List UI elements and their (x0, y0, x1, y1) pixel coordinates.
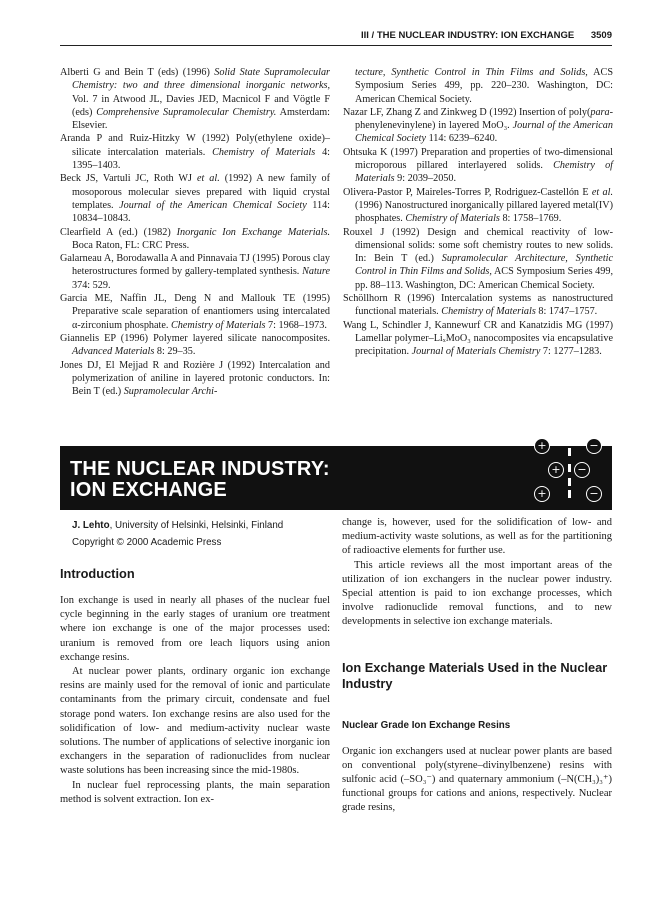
section-heading: Ion Exchange Materials Used in the Nuclear Industry (342, 659, 608, 691)
minus-ion-icon: − (574, 462, 590, 478)
reference-item: Aranda P and Ruiz-Hitzky W (1992) Poly(ethylene oxide)–silicate intercalation materials. Chemistry of Materials 4: 1395–1403. (60, 133, 330, 172)
body-paragraph: Ion exchange is used in nearly all phases of the nuclear fuel cycle beginning in the early stages of uranium ore treatment where ion exchange is one of the major processes used: uranium is removed from ore leach liquors using anion exchange resins. (60, 595, 330, 663)
article-title-banner (60, 439, 612, 510)
reference-column-right (343, 66, 613, 359)
plus-ion-icon: + (548, 462, 564, 478)
reference-item: Schöllhorn R (1996) Intercalation systems as nanostructured functional materials. Chemistry of Materials 8: 1747–1757. (343, 293, 613, 318)
reference-item: Ohtsuka K (1997) Preparation and properties of two-dimensional microporous pillared interlayered solids. Chemistry of Materials 9: 2039–2050. (343, 146, 614, 185)
copyright-line: Copyright © 2000 Academic Press (72, 537, 222, 548)
author-name: J. Lehto (72, 520, 110, 531)
separator-dash (568, 490, 571, 498)
header-rule (60, 45, 612, 46)
reference-item: Nazar LF, Zhang Z and Zinkweg D (1992) Insertion of poly(para-phenylenevinylene) in layered MoO₃. Journal of the American Chemical Society 114: 6239–6240. (343, 106, 613, 145)
reference-item: Alberti G and Bein T (eds) (1996) Solid State Supramolecular Chemistry: two and three dimensional inorganic networks, Vol. 7 in Atwood JL, Davies JED, Macnicol F and Vögtle F (eds) Comprehensive Supramolecular Chemistry. Amsterdam: Elsevier. (60, 67, 330, 132)
page-number: 3509 (590, 30, 612, 41)
reference-column-left (60, 66, 330, 398)
reference-item: Rouxel J (1992) Design and chemical reactivity of low-dimensional solids: some soft chemistry routes to new solids. In: Bein T (ed.) Supramolecular Architecture, Synthetic Control in Thin Films and Solids, ACS Symposium Series 499, pp. 88–113. Washington, DC: American Chemical Society. (343, 226, 613, 291)
reference-item: Beck JS, Vartuli JC, Roth WJ et al. (1992) A new family of mosoporous molecular sieves prepared with liquid crystal templates. Journal of the American Chemical Society 114: 10834–10843. (60, 173, 331, 225)
body-paragraph: At nuclear power plants, ordinary organic ion exchange resins are mainly used for the removal of ionic and particulate contaminants from the primary circuit, condensate and fuel storage pond waters. Ion exchange resins are also used for the solidification of low- and medium-activity nuclear waste solutions. The number of applications of selective inorganic ion exchangers in the separation of radionuclides from nuclear waste solutions has been increasing since the mid-1980s. (60, 666, 330, 777)
reference-list (60, 66, 612, 406)
body-column-left (60, 520, 330, 807)
introduction-heading: Introduction (60, 566, 135, 581)
article-title: THE NUCLEAR INDUSTRY: ION EXCHANGE (70, 458, 330, 501)
body-paragraph: Organic ion exchangers used at nuclear power plants are based on conventional poly(styrene–divinylbenzene) resins with sulfonic acid (–SO₃⁻) and quaternary ammonium (–N(CH₃)₃⁺) functional groups for cations and anions, respectively. Nuclear grade resins, (342, 745, 612, 814)
body-paragraph: change is, however, used for the solidification of low- and medium-activity waste solutions, as well as for the partitioning of radioactive elements for further use. (342, 517, 612, 557)
body-paragraph: In nuclear fuel reprocessing plants, the main separation method is solvent extraction. Ion ex- (60, 779, 330, 805)
author-affiliation: , University of Helsinki, Helsinki, Finland (109, 520, 284, 531)
separator-dash (568, 448, 571, 456)
plus-ion-icon: + (534, 438, 550, 454)
running-head-title: III / THE NUCLEAR INDUSTRY: ION EXCHANGE (360, 30, 575, 41)
minus-ion-icon: − (586, 486, 602, 502)
ion-exchange-emblem (530, 434, 612, 510)
body-column-right (342, 516, 612, 816)
subsection-heading: Nuclear Grade Ion Exchange Resins (342, 719, 511, 731)
plus-ion-icon: + (534, 486, 550, 502)
reference-item-continued: tecture, Synthetic Control in Thin Films and Solids, ACS Symposium Series 499, pp. 220–230. Washington, DC: American Chemical Society. (355, 67, 613, 105)
running-head (361, 30, 612, 41)
author-line (72, 520, 330, 531)
reference-item: Clearfield A (ed.) (1982) Inorganic Ion Exchange Materials. Boca Raton, FL: CRC Press. (60, 226, 330, 251)
reference-item: Giannelis EP (1996) Polymer layered silicate nanocomposites. Advanced Materials 8: 29–35. (60, 332, 330, 358)
reference-item: Olivera-Pastor P, Maireles-Torres P, Rodriguez-Castellón E et al. (1996) Nanostructured inorganically pillared layered metal(IV) phosphates. Chemistry of Materials 8: 1758–1769. (343, 186, 613, 225)
reference-item: Jones DJ, El Mejjad R and Rozière J (1992) Intercalation and polymerization of aniline in layered protonic conductors. In: Bein T (ed.) Supramolecular Archi- (60, 359, 330, 398)
separator-dash (568, 436, 571, 444)
reference-item: Wang L, Schindler J, Kannewurf CR and Kanatzidis MG (1997) Lamellar polymer–LiₓMoO₃ nanocomposites via encapsulative precipitation. Journal of Materials Chemistry 7: 1277–1283. (343, 319, 613, 358)
separator-dash (568, 464, 571, 472)
reference-item: Garcia ME, Naffin JL, Deng N and Mallouk TE (1995) Preparative scale separation of enantiomers using intercalated α-zirconium phosphate. Chemistry of Materials 7: 1968–1973. (60, 293, 330, 331)
separator-dash (568, 478, 571, 486)
reference-item: Galarneau A, Borodawalla A and Pinnavaia TJ (1995) Porous clay heterostructures formed by gallery-templated synthesis. Nature 374: 529. (60, 253, 330, 291)
minus-ion-icon: − (586, 438, 602, 454)
body-paragraph: This article reviews all the most important areas of the utilization of ion exchangers in the nuclear power industry. Special attention is paid to ion exchange processes, which involve radionuclide removal functions, and to new developments in selective ion exchange materials. (342, 559, 612, 628)
